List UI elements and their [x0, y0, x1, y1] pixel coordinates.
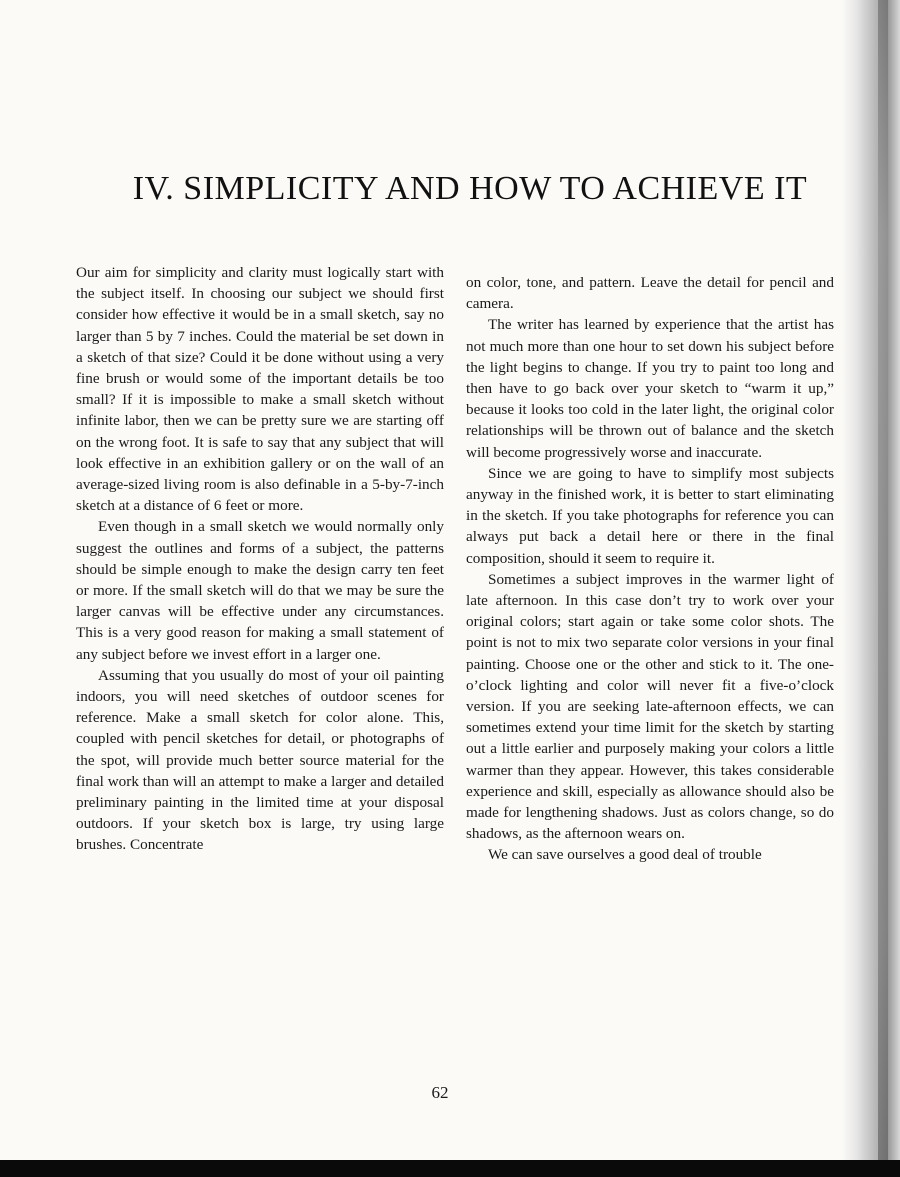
- chapter-title: IV. SIMPLICITY AND HOW TO ACHIEVE IT: [132, 170, 808, 207]
- paragraph: Assuming that you usually do most of your oil painting indoors, you will need sketches of outdoor scenes for reference. Make a small sketch for color alone. This, coupled with pencil sketches for detail, or photographs of the spot, will provide much better source material for the final work than will an attempt to make a larger and detailed preliminary painting in the limited time at your disposal outdoors. If your sketch box is large, try using large brushes. Concentrate: [76, 666, 444, 854]
- scan-border: [0, 1160, 900, 1177]
- paragraph: Since we are going to have to simplify most subjects anyway in the finished work, it is better to start eliminating in the sketch. If you take photographs for reference you can always put back a detail here or there in the final composition, should it seem to require it.: [466, 464, 834, 567]
- paragraph: on color, tone, and pattern. Leave the detail for pencil and camera.: [466, 274, 834, 313]
- page-number: 62: [431, 1083, 449, 1102]
- page-binding-edge: [878, 0, 888, 1160]
- right-column: [466, 272, 834, 866]
- left-column: [76, 262, 444, 856]
- paragraph: Sometimes a subject improves in the warmer light of late afternoon. In this case don’t try to work over your original colors; start again or take some color shots. The point is not to mix two separate color versions in your final painting. Choose one or the other and stick to it. The one-o’clock lighting and color will never fit a five-o’clock version. If you are seeking late-afternoon effects, we can sometimes extend your time limit for the sketch by starting out a little earlier and purposely making your colors a little warmer than they appear. However, this takes considerable experience and skill, especially as allowance should also be made for lengthening shadows. Just as colors change, so do shadows, as the afternoon wears on.: [466, 570, 834, 843]
- paragraph: Our aim for simplicity and clarity must logically start with the subject itself. In choosing our subject we should first consider how effective it would be in a small sketch, say no larger than 5 by 7 inches. Could the material be set down in a sketch of that size? Could it be done without using a very fine brush or would some of the important details be too small? If it is impossible to make a small sketch without infinite labor, then we can be pretty sure we are starting off on the wrong foot. It is safe to say that any subject that will look effective in an exhibition gallery or on the wall of an average-sized living room is also definable in a 5-by-7-inch sketch at a distance of 6 feet or more.: [76, 264, 444, 515]
- page-binding-shadow: [842, 0, 900, 1160]
- paragraph: We can save ourselves a good deal of trouble: [488, 846, 762, 864]
- paragraph: Even though in a small sketch we would normally only suggest the outlines and forms of a subject, the patterns should be simple enough to make the design carry ten feet or more. If the small sketch will do that we may be sure the larger canvas will be effective under any circumstances. This is a very good reason for making a small statement of any subject before we invest effort in a larger one.: [76, 518, 444, 663]
- paragraph: The writer has learned by experience that the artist has not much more than one hour to set down his subject before the light begins to change. If you try to paint too long and then have to go back over your sketch to “warm it up,” because it looks too cold in the later light, the original color relationships will be thrown out of balance and the sketch will become progressively worse and inaccurate.: [466, 316, 834, 461]
